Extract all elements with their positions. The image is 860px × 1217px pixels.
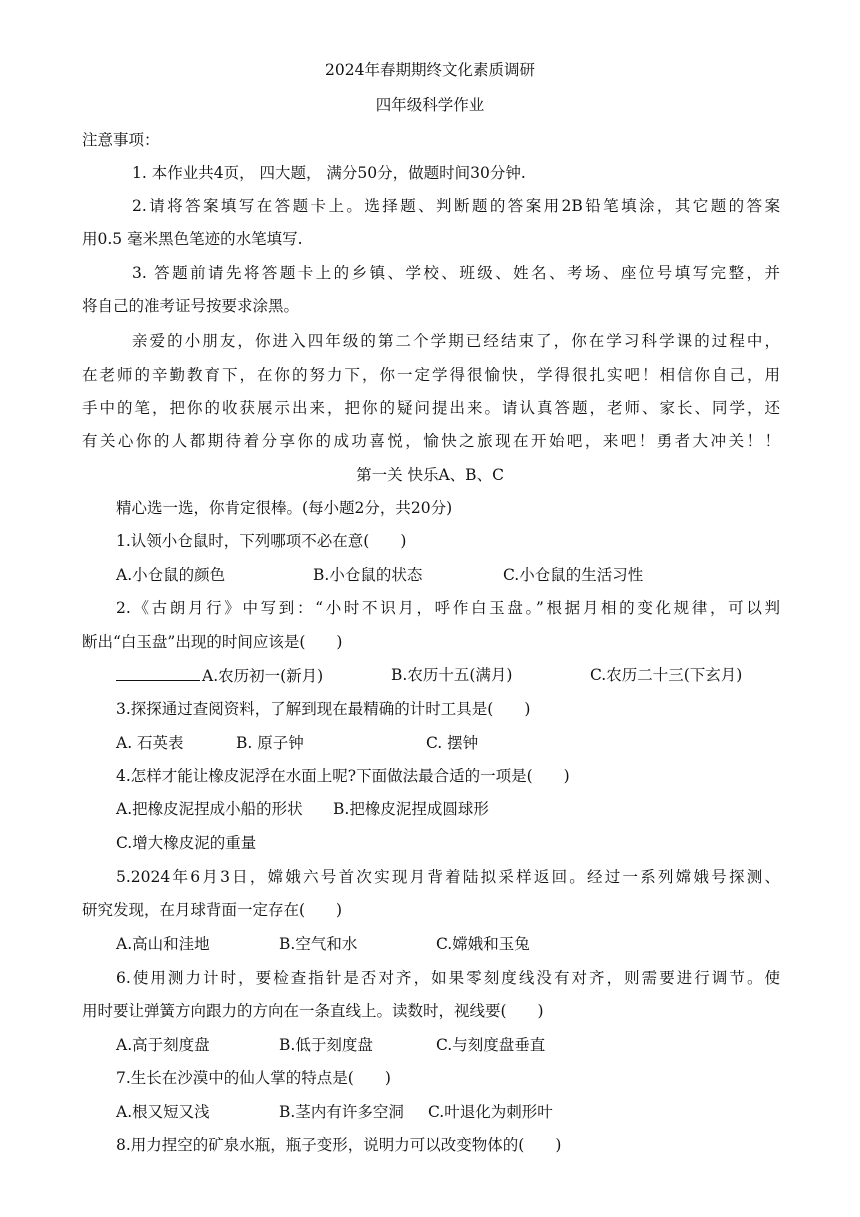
question-3-option-a: A. 石英表	[116, 734, 184, 752]
question-7-option-a: A.根又短又浅	[116, 1103, 210, 1121]
question-5-option-b: B.空气和水	[279, 935, 358, 953]
question-1-option-b: B.小仓鼠的状态	[313, 566, 423, 584]
question-2-stem-line-2: 断出“白玉盘”出现的时间应该是( )	[82, 633, 343, 651]
question-3-stem: 3.探探通过查阅资料，了解到现在最精确的计时工具是( )	[116, 700, 531, 718]
notice-item-3-line-1: 3. 答题前请先将答题卡上的乡镇、学校、班级、姓名、考场、座位号填写完整，并	[132, 264, 780, 282]
notice-item-3-line-2: 将自己的准考证号按要求涂黑。	[82, 297, 300, 315]
notice-item-2-line-2: 用0.5 毫米黑色笔迹的水笔填写.	[82, 230, 303, 248]
notice-heading: 注意事项：	[82, 131, 160, 149]
question-2-option-c: C.农历二十三(下玄月)	[590, 666, 743, 684]
question-5-stem-line-1: 5.2024年6月3日，嫦娥六号首次实现月背着陆拟采样返回。经过一系列嫦娥号探测、	[116, 868, 780, 886]
question-6-option-a: A.高于刻度盘	[116, 1036, 210, 1054]
exam-subtitle: 四年级科学作业	[375, 96, 485, 114]
question-2-stem-line-1: 2.《古朗月行》中写到：“小时不识月，呼作白玉盘。”根据月相的变化规律，可以判	[116, 599, 780, 617]
intro-line-4: 有关心你的人都期待着分享你的成功喜悦，愉快之旅现在开始吧，来吧！勇者大冲关！！	[82, 432, 780, 450]
question-5-option-a: A.高山和洼地	[116, 935, 210, 953]
question-4-stem: 4.怎样才能让橡皮泥浮在水面上呢?下面做法最合适的一项是( )	[116, 767, 570, 785]
question-7-stem: 7.生长在沙漠中的仙人掌的特点是( )	[116, 1069, 391, 1087]
question-5-option-c: C.嫦娥和玉兔	[436, 935, 530, 953]
section-instruction: 精心选一选，你肯定很棒。(每小题2分，共20分)	[116, 499, 453, 517]
question-2-option-b: B.农历十五(满月)	[391, 666, 513, 684]
notice-item-2-line-1: 2.请将答案填写在答题卡上。选择题、判断题的答案用2B铅笔填涂，其它题的答案	[132, 197, 780, 215]
question-7-option-b: B.茎内有许多空洞	[279, 1103, 404, 1121]
question-1-stem: 1.认领小仓鼠时，下列哪项不必在意( )	[116, 532, 407, 550]
intro-line-3: 手中的笔，把你的收获展示出来，把你的疑问提出来。请认真答题，老师、家长、同学，还	[82, 399, 780, 417]
question-3-option-b: B. 原子钟	[236, 734, 304, 752]
question-2-option-a-row	[116, 665, 323, 686]
question-8-stem: 8.用力捏空的矿泉水瓶，瓶子变形，说明力可以改变物体的( )	[116, 1136, 562, 1154]
question-2-option-a: A.农历初一(新月)	[202, 667, 324, 685]
question-7-option-c: C.叶退化为刺形叶	[428, 1103, 553, 1121]
question-4-option-b: B.把橡皮泥捏成圆球形	[333, 800, 489, 818]
answer-blank-line	[116, 665, 200, 681]
question-6-stem-line-2: 用时要让弹簧方向跟力的方向在一条直线上。读数时，视线要( )	[82, 1002, 544, 1020]
question-3-option-c: C. 摆钟	[426, 734, 479, 752]
question-6-option-b: B.低于刻度盘	[279, 1036, 373, 1054]
section-title: 第一关 快乐A、B、C	[356, 466, 504, 484]
notice-item-1: 1. 本作业共4页， 四大题， 满分50分，做题时间30分钟.	[132, 164, 526, 182]
intro-line-1: 亲爱的小朋友，你进入四年级的第二个学期已经结束了，你在学习科学课的过程中，	[132, 332, 780, 350]
question-6-option-c: C.与刻度盘垂直	[436, 1036, 546, 1054]
question-5-stem-line-2: 研究发现，在月球背面一定存在( )	[82, 901, 343, 919]
question-1-option-c: C.小仓鼠的生活习性	[503, 566, 644, 584]
exam-title: 2024年春期期终文化素质调研	[325, 61, 535, 79]
intro-line-2: 在老师的辛勤教育下，在你的努力下，你一定学得很愉快，学得很扎实吧！相信你自己，用	[82, 366, 780, 384]
question-1-option-a: A.小仓鼠的颜色	[116, 566, 226, 584]
question-4-option-c: C.增大橡皮泥的重量	[116, 834, 257, 852]
question-4-option-a: A.把橡皮泥捏成小船的形状	[116, 800, 303, 818]
question-6-stem-line-1: 6.使用测力计时，要检查指针是否对齐，如果零刻度线没有对齐，则需要进行调节。使	[116, 969, 780, 987]
